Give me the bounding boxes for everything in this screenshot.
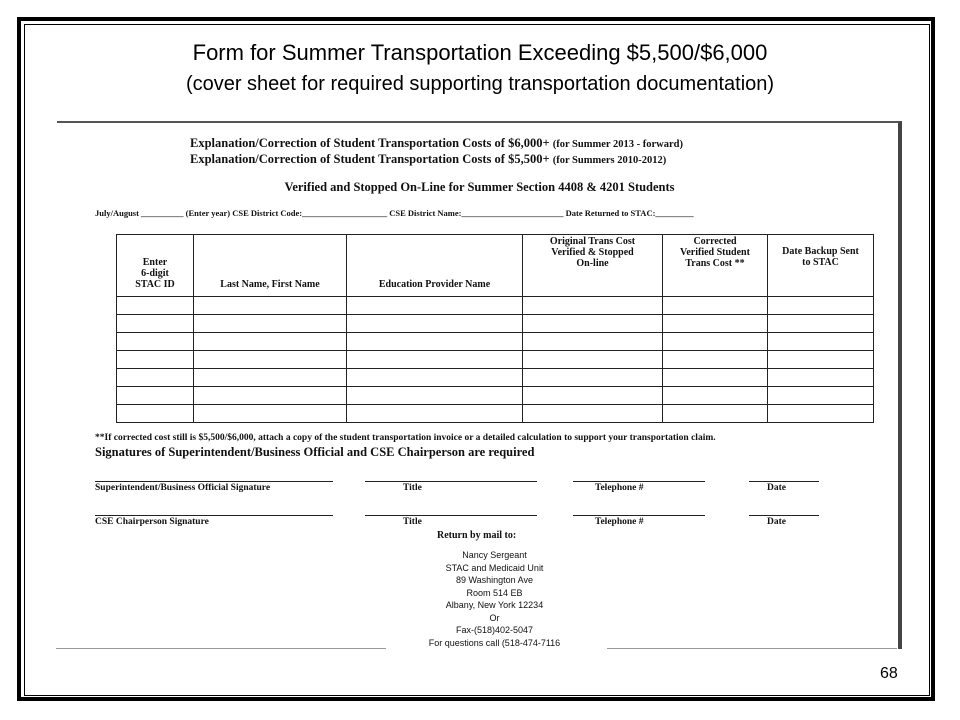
address-fax: Fax-(518)402-5047 <box>455 625 534 635</box>
table-cell <box>347 351 523 369</box>
telephone-label: Telephone # <box>595 517 644 527</box>
column-header: Education Provider Name <box>347 235 523 297</box>
table-cell <box>663 405 768 423</box>
column-header: Corrected Verified Student Trans Cost ** <box>663 235 768 297</box>
form-heading-2-main: Explanation/Correction of Student Transportation Costs of $5,500+ <box>190 152 550 166</box>
table-cell <box>117 333 194 351</box>
document-bottom-edge <box>607 648 897 649</box>
table-cell <box>663 297 768 315</box>
table-row <box>117 387 874 405</box>
table-cell <box>663 315 768 333</box>
form-heading-2-note: (for Summers 2010-2012) <box>552 155 667 166</box>
table-row <box>117 315 874 333</box>
page-number: 68 <box>880 665 898 682</box>
table-cell <box>117 387 194 405</box>
signature-line <box>365 515 537 516</box>
address-or: Or <box>489 612 500 623</box>
table-cell <box>523 297 663 315</box>
table-header-row <box>117 235 874 297</box>
table-cell <box>347 369 523 387</box>
column-header: Original Trans Cost Verified & Stopped On-line <box>523 235 663 297</box>
column-header: Date Backup Sent to STAC <box>768 235 874 297</box>
table-cell <box>523 369 663 387</box>
table-row <box>117 351 874 369</box>
address-name: Nancy Sergeant <box>462 550 527 560</box>
superintendent-signature-label: Superintendent/Business Official Signature <box>95 483 271 493</box>
table-cell <box>194 297 347 315</box>
signature-heading: Signatures of Superintendent/Business Official and CSE Chairperson are required <box>95 445 535 459</box>
table-cell <box>523 333 663 351</box>
table-cell <box>117 405 194 423</box>
table-cell <box>523 351 663 369</box>
form-document <box>57 121 902 649</box>
address-questions: For questions call (518-474-7116 <box>428 637 561 648</box>
table-cell <box>194 387 347 405</box>
date-label: Date <box>767 517 786 527</box>
table-cell <box>117 351 194 369</box>
signature-line <box>573 481 705 482</box>
table-body <box>117 297 874 423</box>
table-cell <box>768 351 874 369</box>
table-cell <box>194 405 347 423</box>
table-cell <box>768 387 874 405</box>
table-row <box>117 333 874 351</box>
address-street: 89 Washington Ave <box>455 575 534 585</box>
slide-title: Form for Summer Transportation Exceeding $5,500/$6,000 <box>192 40 768 65</box>
table-cell <box>347 297 523 315</box>
telephone-label: Telephone # <box>595 483 644 493</box>
mailing-address <box>387 549 602 649</box>
form-note: **If corrected cost still is $5,500/$6,000, attach a copy of the student transportation invoice or a detailed calculation to support your transportation claim. <box>95 433 716 443</box>
cse-chairperson-signature-label: CSE Chairperson Signature <box>95 517 209 527</box>
signature-line <box>95 481 333 482</box>
table-cell <box>768 369 874 387</box>
address-unit: STAC and Medicaid Unit <box>445 562 544 573</box>
table-cell <box>768 315 874 333</box>
signature-line <box>365 481 537 482</box>
date-label: Date <box>767 483 786 493</box>
form-heading-3: Verified and Stopped On-Line for Summer Section 4408 & 4201 Students <box>284 180 675 194</box>
table-cell <box>663 387 768 405</box>
table-cell <box>523 315 663 333</box>
table-row <box>117 297 874 315</box>
title-label: Title <box>403 483 422 493</box>
table-cell <box>663 351 768 369</box>
table-cell <box>194 351 347 369</box>
table-cell <box>194 369 347 387</box>
table-cell <box>194 315 347 333</box>
table-cell <box>347 387 523 405</box>
table-cell <box>768 333 874 351</box>
form-info-line: July/August __________ (Enter year) CSE District Code:____________________ CSE District Name:________________________ Date Returned to STAC:_________ <box>95 208 694 218</box>
table-row <box>117 369 874 387</box>
signature-line <box>95 515 333 516</box>
table-cell <box>347 405 523 423</box>
student-cost-table <box>116 234 874 423</box>
table-cell <box>117 297 194 315</box>
table-cell <box>523 387 663 405</box>
table-cell <box>117 315 194 333</box>
table-cell <box>663 333 768 351</box>
form-heading-1-main: Explanation/Correction of Student Transportation Costs of $6,000+ <box>190 136 550 150</box>
column-header: Enter 6-digit STAC ID <box>117 235 194 297</box>
table-cell <box>347 333 523 351</box>
signature-line <box>573 515 705 516</box>
form-heading-2 <box>190 152 666 167</box>
slide-subtitle: (cover sheet for required supporting transportation documentation) <box>185 73 775 95</box>
table-cell <box>194 333 347 351</box>
table-cell <box>523 405 663 423</box>
signature-line <box>749 515 819 516</box>
table-cell <box>663 369 768 387</box>
return-by-mail-label: Return by mail to: <box>437 530 517 541</box>
address-room: Room 514 EB <box>466 587 523 598</box>
title-label: Title <box>403 517 422 527</box>
form-heading-1 <box>190 136 683 151</box>
table-row <box>117 405 874 423</box>
address-city: Albany, New York 12234 <box>445 600 544 610</box>
table-cell <box>117 369 194 387</box>
form-heading-1-note: (for Summer 2013 - forward) <box>552 139 683 150</box>
table-cell <box>768 405 874 423</box>
table-cell <box>768 297 874 315</box>
column-header: Last Name, First Name <box>194 235 347 297</box>
signature-line <box>749 481 819 482</box>
table-cell <box>347 315 523 333</box>
document-bottom-edge <box>56 648 386 649</box>
